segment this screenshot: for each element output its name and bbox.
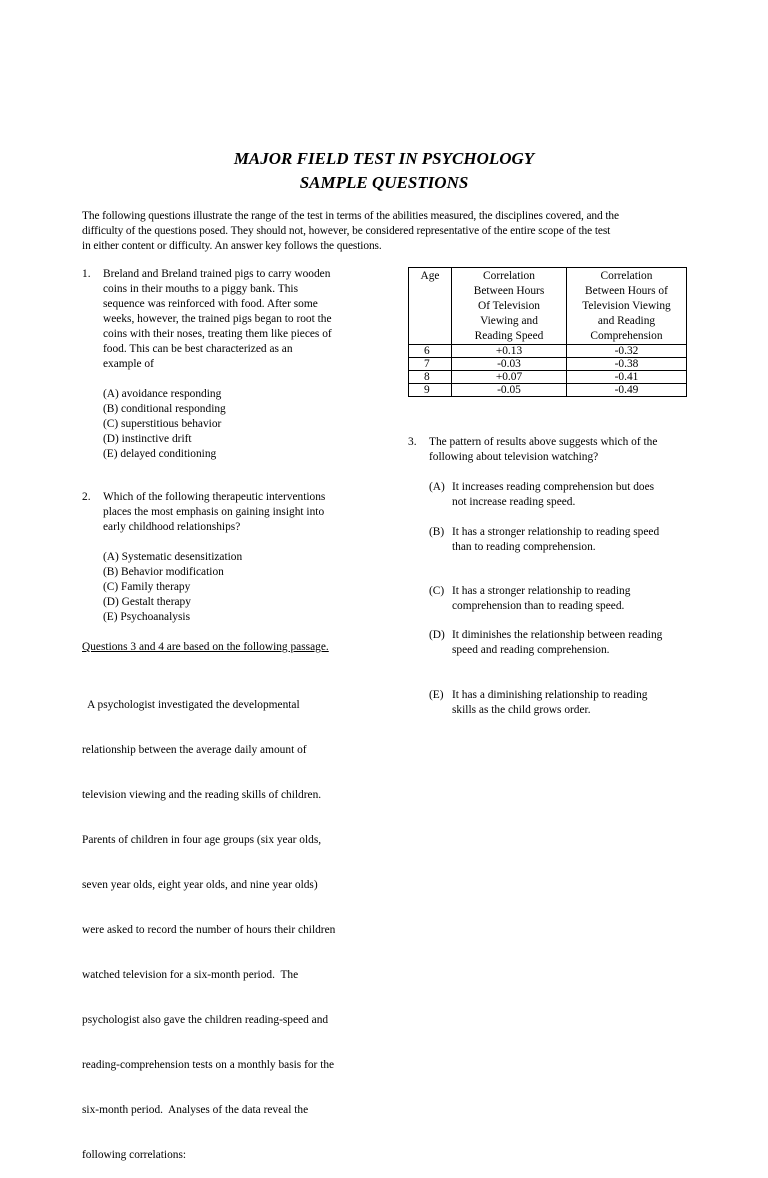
table-cell: 8 [409, 371, 452, 384]
passage-text [82, 668, 382, 1178]
question-1 [82, 267, 372, 377]
column-header-reading-speed [452, 268, 567, 345]
header-line: and Reading [597, 315, 656, 327]
header-line: Between Hours of [585, 285, 668, 297]
question-line: food. This can be best characterized as an [103, 343, 293, 355]
question-line: coins with their noses, treating them like pieces of [103, 328, 332, 340]
option-text [452, 628, 662, 658]
header-line: Reading Speed [474, 330, 544, 342]
option-letter: (A) [429, 481, 445, 493]
question-line: weeks, however, the trained pigs began to root the [103, 313, 332, 325]
table-cell: 9 [409, 384, 452, 397]
option-letter: (D) [429, 629, 445, 641]
table-cell: +0.13 [452, 345, 567, 358]
passage-line: six-month period. Analyses of the data reveal the [82, 1104, 309, 1116]
option-line: speed and reading comprehension. [452, 644, 610, 656]
question-line: coins in their mouths to a piggy bank. This [103, 283, 298, 295]
header-line: Viewing and [480, 315, 538, 327]
intro-line: difficulty of the questions posed. They should not, however, be considered representative of the entire scope of the test [82, 225, 611, 237]
passage-line: psychologist also gave the children reading-speed and [82, 1014, 329, 1026]
table-cell: +0.07 [452, 371, 567, 384]
question-text [103, 490, 325, 535]
intro-line: in either content or difficulty. An answer key follows the questions. [82, 240, 382, 252]
title-line-1: MAJOR FIELD TEST IN PSYCHOLOGY [233, 149, 535, 168]
option-line: It diminishes the relationship between reading [452, 629, 663, 641]
table-row [409, 345, 687, 358]
table-row [409, 371, 687, 384]
answer-option-d [429, 628, 699, 660]
table-cell: -0.41 [567, 371, 687, 384]
passage-line: seven year olds, eight year olds, and nine year olds) [82, 879, 318, 891]
option-text [452, 480, 654, 510]
option-line: It has a stronger relationship to reading [452, 585, 631, 597]
question-line: Breland and Breland trained pigs to carry wooden [103, 268, 331, 280]
question-line: early childhood relationships? [103, 521, 241, 533]
question-line: sequence was reinforced with food. After some [103, 298, 318, 310]
title-line-2: SAMPLE QUESTIONS [299, 173, 469, 192]
question-line: following about television watching? [429, 451, 599, 463]
option-text [452, 525, 659, 555]
passage-line: Parents of children in four age groups (six year olds, [82, 834, 322, 846]
column-header-reading-comprehension [567, 268, 687, 345]
answer-option: (A) Systematic desensitization [103, 551, 243, 563]
question-3 [408, 435, 708, 467]
table-cell: -0.38 [567, 358, 687, 371]
question-line: The pattern of results above suggests which of the [429, 436, 658, 448]
option-line: skills as the child grows order. [452, 704, 591, 716]
question-text [103, 267, 332, 372]
answer-option: (B) conditional responding [103, 403, 226, 415]
question-number: 2. [82, 491, 91, 503]
option-line: It has a stronger relationship to reading speed [452, 526, 660, 538]
passage-line: A psychologist investigated the developmental [82, 699, 300, 711]
table-row [409, 384, 687, 397]
option-letter: (C) [429, 585, 445, 597]
table-cell: -0.49 [567, 384, 687, 397]
page-title [0, 147, 768, 195]
question-text [429, 435, 657, 465]
option-line: comprehension than to reading speed. [452, 600, 625, 612]
option-letter: (B) [429, 526, 445, 538]
header-line: Correlation [483, 270, 535, 282]
option-line: It increases reading comprehension but does [452, 481, 655, 493]
question-line: Which of the following therapeutic interventions [103, 491, 326, 503]
table-cell: -0.03 [452, 358, 567, 371]
answer-option: (D) Gestalt therapy [103, 596, 191, 608]
option-text [452, 584, 630, 614]
option-letter: (E) [429, 689, 444, 701]
passage-line: watched television for a six-month period. The [82, 969, 299, 981]
header-line: Between Hours [473, 285, 545, 297]
header-line: Age [420, 270, 440, 282]
question-number: 3. [408, 436, 417, 448]
intro-line: The following questions illustrate the range of the test in terms of the abilities measured, the disciplines covered, and the [82, 210, 619, 222]
answer-option: (C) superstitious behavior [103, 418, 222, 430]
answer-option: (C) Family therapy [103, 581, 191, 593]
header-line: Correlation [600, 270, 653, 282]
answer-option: (D) instinctive drift [103, 433, 192, 445]
table-cell: -0.05 [452, 384, 567, 397]
correlation-table [408, 267, 687, 397]
header-line: Comprehension [590, 330, 663, 342]
option-line: not increase reading speed. [452, 496, 576, 508]
header-line: Of Television [478, 300, 540, 312]
passage-line: television viewing and the reading skills of children. [82, 789, 322, 801]
passage-line: relationship between the average daily amount of [82, 744, 307, 756]
table-cell: 6 [409, 345, 452, 358]
table-row [409, 358, 687, 371]
question-line: places the most emphasis on gaining insight into [103, 506, 325, 518]
passage-line: reading-comprehension tests on a monthly basis for the [82, 1059, 335, 1071]
question-number: 1. [82, 268, 91, 280]
passage-heading: Questions 3 and 4 are based on the following passage. [82, 641, 329, 653]
table-cell: 7 [409, 358, 452, 371]
answer-option: (E) Psychoanalysis [103, 611, 190, 623]
passage-line: were asked to record the number of hours their children [82, 924, 336, 936]
option-text [452, 688, 648, 718]
answer-option: (E) delayed conditioning [103, 448, 217, 460]
table-header-row [409, 268, 687, 345]
table-cell: -0.32 [567, 345, 687, 358]
question-1-options [103, 387, 226, 462]
option-line: than to reading comprehension. [452, 541, 596, 553]
intro-paragraph [82, 209, 692, 254]
question-line: example of [103, 358, 154, 370]
passage-line: following correlations: [82, 1149, 187, 1161]
answer-option-b [429, 525, 699, 557]
answer-option: (A) avoidance responding [103, 388, 222, 400]
answer-option-e [429, 688, 699, 720]
question-2-options [103, 550, 242, 625]
header-line: Television Viewing [582, 300, 671, 312]
answer-option-a [429, 480, 699, 512]
question-2 [82, 490, 372, 540]
column-header-age [409, 268, 452, 345]
option-line: It has a diminishing relationship to reading [452, 689, 648, 701]
answer-option: (B) Behavior modification [103, 566, 224, 578]
answer-option-c [429, 584, 699, 616]
